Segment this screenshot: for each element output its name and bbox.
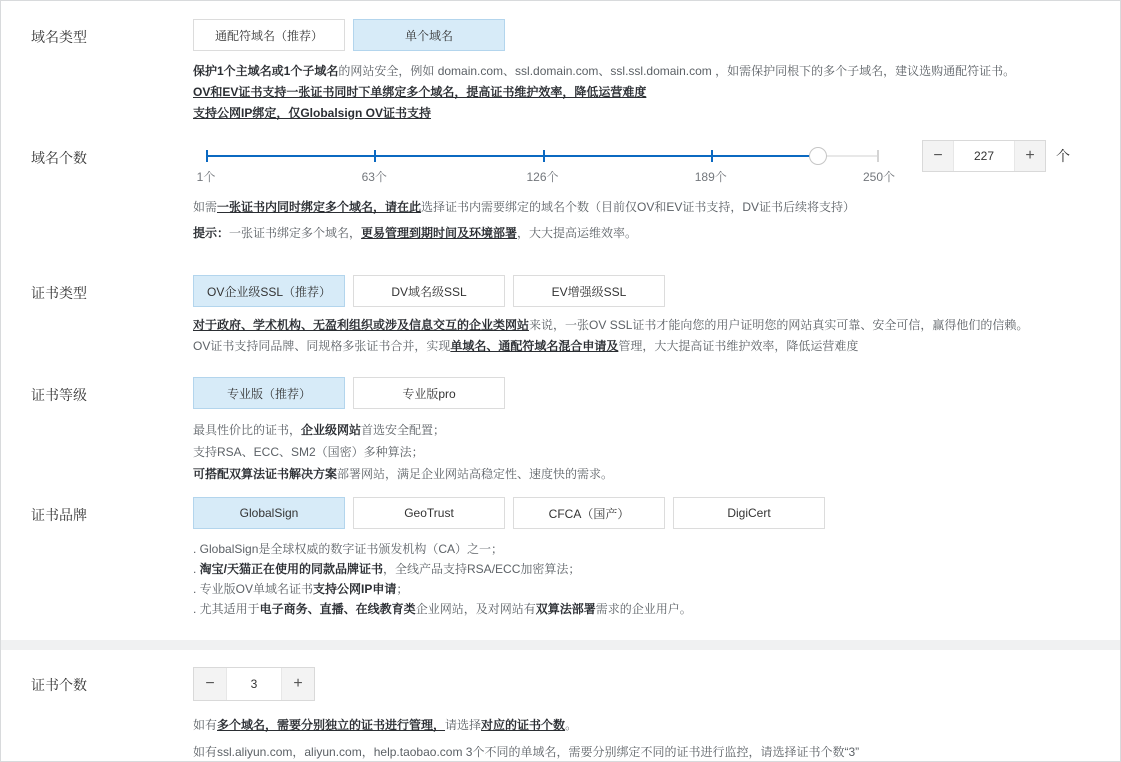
cert-type-options [193,275,1120,307]
cert-count-decrement-button[interactable]: − [194,668,226,700]
domain-count-stepper-group [922,140,1070,172]
domain-type-single-button[interactable]: 单个域名 [353,19,505,51]
cert-type-description [193,315,1120,357]
cert-brand-desc-line3: . 专业版OV单域名证书支持公网IP申请； [193,582,409,596]
certificate-config-card [1,1,1120,650]
row-cert-type [1,275,1120,357]
slider-tick-label: 63个 [361,170,387,184]
cert-brand-desc-line4: . 尤其适用于电子商务、直播、在线教育类企业网站，及对网站有双算法部署需求的企业用户。 [193,602,692,616]
domain-count-unit-label: 个 [1056,148,1070,164]
slider-tick [877,150,879,162]
domain-count-value-input[interactable]: 227 [953,141,1015,171]
domain-count-decrement-button[interactable]: − [923,141,953,171]
domain-type-desc-line2: OV和EV证书支持一张证书同时下单绑定多个域名，提高证书维护效率，降低运营难度 [193,85,647,99]
certificate-count-card [1,650,1120,762]
domain-type-label: 域名类型 [31,29,87,45]
cert-brand-digicert-button[interactable]: DigiCert [673,497,825,529]
row-domain-type [1,19,1120,124]
domain-count-label: 域名个数 [31,150,87,166]
slider-tick-label: 126个 [526,170,559,184]
cert-level-desc-line3: 可搭配双算法证书解决方案部署网站，满足企业网站高稳定性、速度快的需求。 [193,467,614,481]
slider-tick [543,150,545,162]
cert-count-label: 证书个数 [31,677,87,693]
cert-count-desc-line1: 如有多个域名，需要分别独立的证书进行管理，请选择对应的证书个数。 [193,718,578,732]
cert-level-options [193,377,1120,409]
cert-level-description [193,419,1120,485]
section-divider [1,640,1120,650]
cert-brand-geotrust-button[interactable]: GeoTrust [353,497,505,529]
cert-brand-description [193,539,1120,619]
cert-type-label: 证书类型 [31,285,87,301]
cert-count-increment-button[interactable]: + [282,668,314,700]
cert-type-dv-button[interactable]: DV域名级SSL [353,275,505,307]
cert-brand-label: 证书品牌 [31,507,87,523]
cert-type-ev-button[interactable]: EV增强级SSL [513,275,665,307]
cert-type-ov-button[interactable]: OV企业级SSL（推荐） [193,275,345,307]
domain-type-desc-line1: 保护1个主域名或1个子域名的网站安全，例如 domain.com、ssl.domain.com、ssl.ssl.domain.com ，如需保护同根下的多个子域名，建议选购通配符证书。 [193,64,1016,78]
row-cert-brand [1,497,1120,619]
domain-count-desc-line1: 如需一张证书内同时绑定多个域名，请在此选择证书内需要绑定的域名个数（目前仅OV和EV证书支持，DV证书后续将支持） [193,200,856,214]
cert-level-label: 证书等级 [31,387,87,403]
domain-count-desc-line2: 提示：一张证书绑定多个域名，更易管理到期时间及环境部署，大大提高运维效率。 [193,226,638,240]
domain-type-desc-line3: 支持公网IP绑定，仅Globalsign OV证书支持 [193,106,432,120]
cert-count-value-input[interactable]: 3 [226,668,282,700]
slider-tick-label: 1个 [196,170,216,184]
cert-brand-options [193,497,1120,529]
cert-brand-globalsign-button[interactable]: GlobalSign [193,497,345,529]
cert-type-desc-line1: 对于政府、学术机构、无盈利组织或涉及信息交互的企业类网站来说，一张OV SSL证书才能向您的用户证明您的网站真实可靠、安全可信，赢得他们的信赖。 [193,318,1029,332]
slider-fill [206,155,818,157]
cert-level-desc-line1: 最具性价比的证书，企业级网站首选安全配置； [193,423,446,437]
cert-level-desc-line2: 支持RSA、ECC、SM2（国密）多种算法； [193,445,424,459]
slider-tick [206,150,208,162]
slider-tick [711,150,713,162]
slider-handle[interactable] [809,147,827,165]
row-domain-count [1,140,1120,244]
slider-tick-label: 189个 [694,170,727,184]
row-cert-count [1,667,1120,762]
cert-brand-desc-line1: . GlobalSign是全球权威的数字证书颁发机构（CA）之一； [193,542,504,556]
domain-count-increment-button[interactable]: + [1015,141,1045,171]
domain-count-slider[interactable] [196,140,896,186]
domain-type-wildcard-button[interactable]: 通配符域名（推荐） [193,19,345,51]
cert-count-desc-line2: 如有ssl.aliyun.com，aliyun.com，help.taobao.com 3个不同的单域名，需要分别绑定不同的证书进行监控，请选择证书个数“3” [193,745,860,759]
cert-count-stepper [193,667,315,701]
domain-type-description [193,61,1120,124]
cert-level-pro-button[interactable]: 专业版（推荐） [193,377,345,409]
slider-tick-label: 250个 [862,170,896,184]
slider-tick [374,150,376,162]
row-cert-level [1,377,1120,485]
domain-type-options [193,19,1120,51]
cert-level-propro-button[interactable]: 专业版pro [353,377,505,409]
domain-count-stepper [922,140,1046,172]
cert-brand-desc-line2: . 淘宝/天猫正在使用的同款品牌证书，全线产品支持RSA/ECC加密算法； [193,562,581,576]
cert-type-desc-line2: OV证书支持同品牌、同规格多张证书合并，实现单域名、通配符域名混合申请及管理，大大提高证书维护效率，降低运营难度 [193,339,859,353]
cert-brand-cfca-button[interactable]: CFCA（国产） [513,497,665,529]
